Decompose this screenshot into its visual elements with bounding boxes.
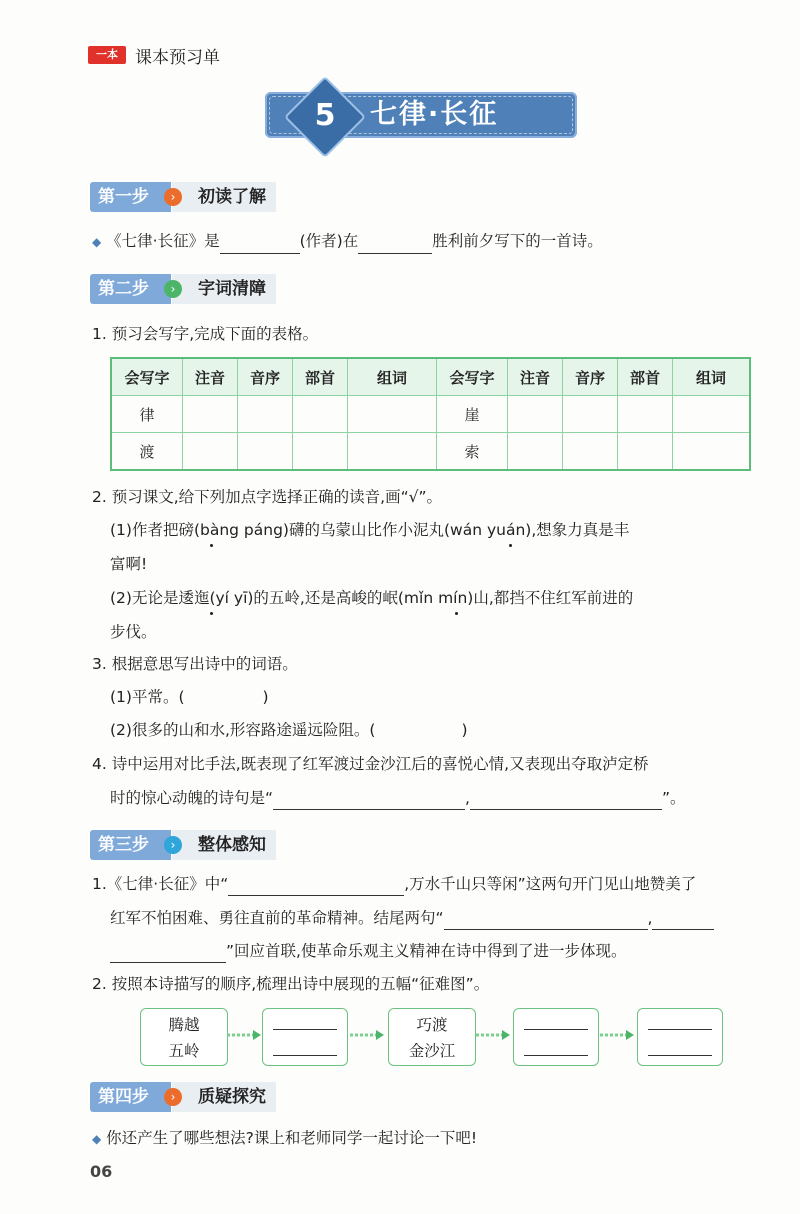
arrow-right-icon: [476, 1030, 510, 1040]
table-cell[interactable]: [508, 396, 563, 433]
step1-title: 初读了解: [172, 182, 276, 212]
flow-blank-line[interactable]: [524, 1055, 588, 1056]
arrow-right-icon: [350, 1030, 384, 1040]
step1-label: 第一步: [90, 182, 171, 212]
table-header-cell: 组词: [348, 358, 437, 396]
step3-q1-line3: ”回应首联,使革命乐观主义精神在诗中得到了进一步体现。: [110, 939, 626, 963]
table-cell[interactable]: [673, 433, 751, 471]
arrow-right-icon: [600, 1030, 634, 1040]
table-cell[interactable]: [618, 396, 673, 433]
flow-box-bottom-text: 五岭: [168, 1042, 200, 1060]
step2-q3-2: (2)很多的山和水,形容路途遥远险阻。( ): [110, 721, 468, 739]
table-cell[interactable]: [293, 433, 348, 471]
table-header-cell: 组词: [673, 358, 751, 396]
table-cell[interactable]: [563, 433, 618, 471]
step2-title: 字词清障: [172, 274, 276, 304]
table-cell[interactable]: [673, 396, 751, 433]
flow-box-1: [140, 1008, 228, 1066]
emphasis-dot: [210, 612, 213, 615]
table-header-cell: 部首: [618, 358, 673, 396]
poem-line-blank[interactable]: [444, 911, 648, 930]
flow-blank-line[interactable]: [524, 1029, 588, 1030]
step2-q2: 2. 预习课文,给下列加点字选择正确的读音,画“√”。: [92, 488, 443, 506]
table-cell-char: 渡: [111, 433, 183, 471]
table-cell[interactable]: [238, 433, 293, 471]
table-header-cell: 注音: [183, 358, 238, 396]
table-cell[interactable]: [508, 433, 563, 471]
chevron-right-icon: ›: [164, 836, 182, 854]
step3-label: 第三步: [90, 830, 171, 860]
step2-q2-1-line1: (1)作者把磅(bàng páng)礴的乌蒙山比作小泥丸(wán yuán),想象力真是丰: [110, 521, 630, 539]
table-header-cell: 部首: [293, 358, 348, 396]
table-row: [111, 396, 750, 433]
flow-box-3: [388, 1008, 476, 1066]
step1-header: [90, 182, 280, 212]
step3-q2: 2. 按照本诗描写的顺序,梳理出诗中展现的五幅“征难图”。: [92, 975, 490, 993]
table-header-row: [111, 358, 750, 396]
table-cell[interactable]: [618, 433, 673, 471]
lesson-number: 5: [314, 98, 336, 133]
poem-line-blank[interactable]: [652, 911, 714, 930]
table-cell[interactable]: [293, 396, 348, 433]
table-cell[interactable]: [348, 433, 437, 471]
emphasis-dot: [210, 544, 213, 547]
flow-box-top-text: 巧渡: [416, 1016, 448, 1034]
step2-q4-line1: 4. 诗中运用对比手法,既表现了红军渡过金沙江后的喜悦心情,又表现出夺取泸定桥: [92, 755, 649, 773]
table-header-cell: 会写字: [111, 358, 183, 396]
table-cell-char: 律: [111, 396, 183, 433]
step4-title: 质疑探究: [172, 1082, 276, 1112]
flow-blank-line[interactable]: [273, 1055, 337, 1056]
page-number: 06: [90, 1162, 113, 1181]
flow-box-5[interactable]: [637, 1008, 723, 1066]
step2-label: 第二步: [90, 274, 171, 304]
emphasis-dot: [509, 544, 512, 547]
table-header-cell: 注音: [508, 358, 563, 396]
table-header-cell: 音序: [238, 358, 293, 396]
table-header-cell: 音序: [563, 358, 618, 396]
poem-line-blank[interactable]: [228, 877, 404, 896]
step2-q2-2-line1: (2)无论是逶迤(yí yī)的五岭,还是高峻的岷(mǐn mín)山,都挡不住红军前进的: [110, 589, 634, 607]
flow-blank-line[interactable]: [648, 1029, 712, 1030]
chevron-right-icon: ›: [164, 1088, 182, 1106]
arrow-right-icon: [227, 1030, 261, 1040]
table-cell[interactable]: [238, 396, 293, 433]
vocab-table: [110, 357, 751, 471]
table-cell[interactable]: [563, 396, 618, 433]
lesson-title: 七律·长征: [370, 99, 499, 130]
step2-q3: 3. 根据意思写出诗中的词语。: [92, 655, 298, 673]
flow-box-2[interactable]: [262, 1008, 348, 1066]
flow-box-top-text: 腾越: [168, 1016, 200, 1034]
table-cell-char: 索: [437, 433, 508, 471]
step4-question: ◆ 你还产生了哪些想法?课上和老师同学一起讨论一下吧!: [92, 1129, 478, 1147]
flow-blank-line[interactable]: [648, 1055, 712, 1056]
flow-box-bottom-text: 金沙江: [408, 1042, 456, 1060]
table-header-cell: 会写字: [437, 358, 508, 396]
step4-header: [90, 1082, 290, 1112]
poem-line-blank[interactable]: [110, 944, 226, 963]
step3-title: 整体感知: [172, 830, 276, 860]
flow-box-4[interactable]: [513, 1008, 599, 1066]
step2-q2-2-line2: 步伐。: [110, 623, 157, 641]
table-cell[interactable]: [183, 396, 238, 433]
table-cell[interactable]: [348, 396, 437, 433]
chevron-right-icon: ›: [164, 280, 182, 298]
author-blank[interactable]: [220, 235, 300, 254]
step2-q3-1: (1)平常。( ): [110, 688, 269, 706]
step2-q2-1-line2: 富啊!: [110, 555, 148, 573]
poem-line-blank[interactable]: [470, 791, 662, 810]
step2-q4-line2: 时的惊心动魄的诗句是“ , ”。: [110, 786, 686, 810]
poem-line-blank[interactable]: [273, 791, 465, 810]
table-cell-char: 崖: [437, 396, 508, 433]
step3-q1-line2: 红军不怕困难、勇往直前的革命精神。结尾两句“ ,: [110, 906, 714, 930]
step1-question: ◆ 《七律·长征》是 (作者)在 胜利前夕写下的一首诗。: [92, 229, 603, 254]
chevron-right-icon: ›: [164, 188, 182, 206]
step2-q1: 1. 预习会写字,完成下面的表格。: [92, 325, 319, 343]
diamond-bullet-icon: ◆: [92, 235, 102, 249]
diamond-bullet-icon: ◆: [92, 1132, 102, 1146]
event-blank[interactable]: [358, 235, 432, 254]
table-cell[interactable]: [183, 433, 238, 471]
step2-header: [90, 274, 280, 304]
brand-badge: 一本: [88, 46, 126, 64]
flow-blank-line[interactable]: [273, 1029, 337, 1030]
table-row: [111, 433, 750, 471]
step3-header: [90, 830, 280, 860]
emphasis-dot: [455, 612, 458, 615]
brand-title: 课本预习单: [135, 48, 220, 68]
step4-label: 第四步: [90, 1082, 171, 1112]
step3-q1-line1: 1.《七律·长征》中“ ,万水千山只等闲”这两句开门见山地赞美了: [92, 872, 696, 896]
